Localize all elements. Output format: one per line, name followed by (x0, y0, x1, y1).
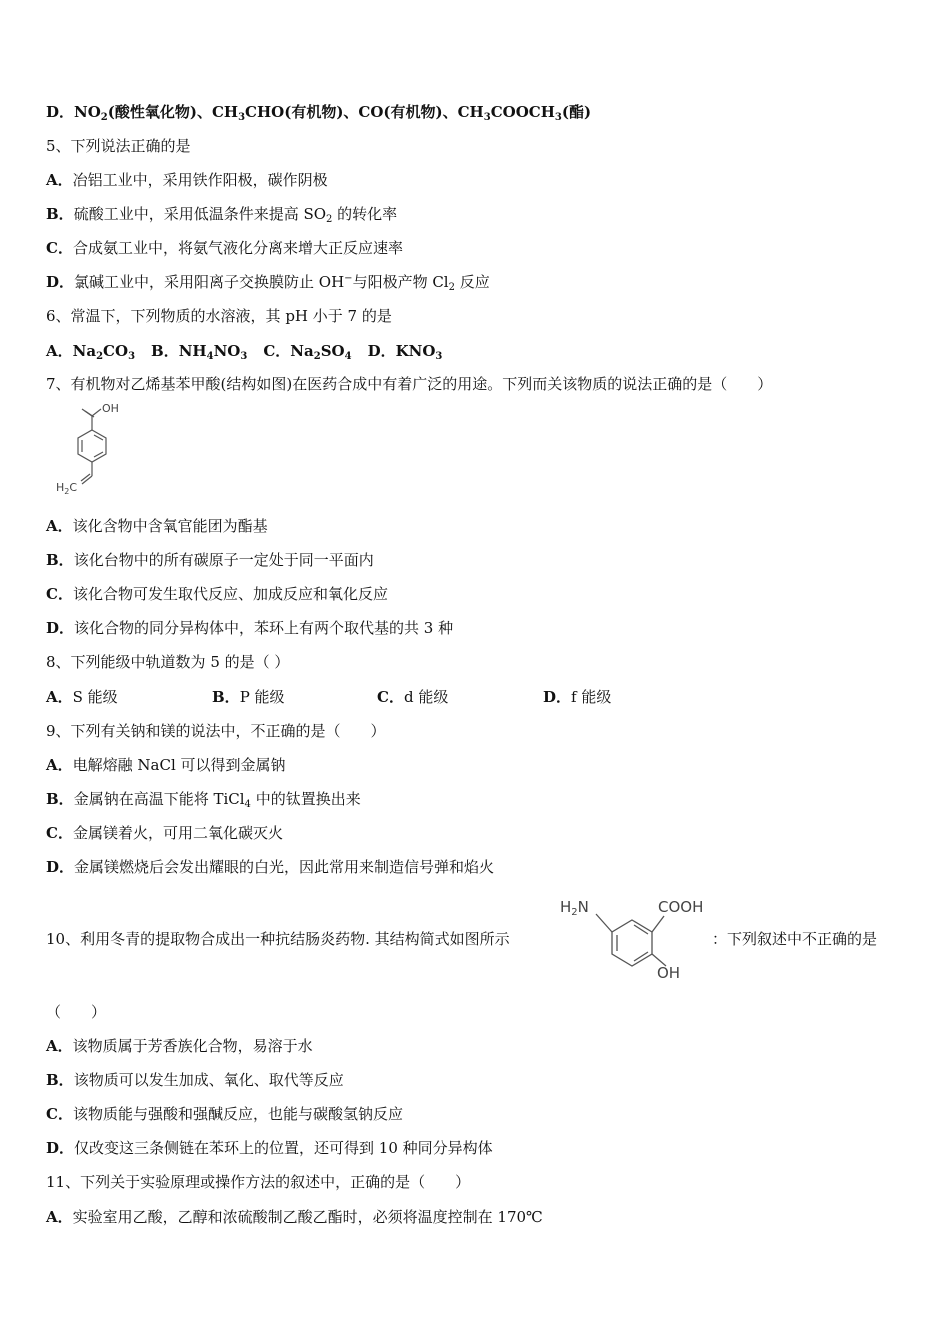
q7-option-c: C．该化合物可发生取代反应、加成反应和氧化反应 (46, 585, 388, 603)
q7-option-a: A．该化含物中含氧官能团为酯基 (46, 517, 268, 535)
q6-option-d: D．$KNO_3$ (367, 342, 443, 362)
aminosalicylic-acid-structure (560, 892, 725, 984)
q10-answer-paren: （ ） (46, 1003, 107, 1021)
cooh-label: COOH (658, 898, 704, 916)
vinylbenzoic-acid-structure (54, 398, 134, 502)
q7-stem: 7、有机物对乙烯基苯甲酸(结构如图)在医药合成中有着广泛的用途。下列而关该物质的说法正确的是（ ） (46, 375, 773, 393)
q10-option-b: B．该物质可以发生加成、氧化、取代等反应 (46, 1071, 344, 1089)
q9-option-c: C．金属镁着火，可用二氧化碳灭火 (46, 824, 283, 842)
q6-options (46, 341, 442, 361)
q8-option-a: A．S 能级 (46, 688, 118, 706)
oh-label: OH (657, 964, 681, 982)
q10-option-c: C．该物质能与强酸和强醎反应，也能与碳酸氢钠反应 (46, 1105, 403, 1123)
h2c-label: $H_2C$ (56, 481, 78, 496)
q10-stem: 10、利用冬青的提取物合成出一种抗结肠炎药物. 其结构简式如图所示 (46, 930, 510, 948)
q6-option-b: B．$NH_4NO_3$ (151, 342, 248, 362)
q8-option-c: C．d 能级 (377, 688, 449, 706)
q9-stem: 9、下列有关钠和镁的说法中，不正确的是（ ） (46, 722, 386, 740)
q7-option-b: B．该化台物中的所有碳原子一定处于同一平面内 (46, 551, 374, 569)
q5-option-b: B．硫酸工业中，采用低温条件来提高 $SO_2$ 的转化率 (46, 205, 398, 225)
q6-stem: 6、常温下，下列物质的水溶液，其 pH 小于 7 的是 (46, 307, 392, 325)
q6-option-c: C．$Na_2SO_4$ (263, 342, 352, 362)
q10-stem-continued: ：下列叙述中不正确的是 (712, 930, 878, 948)
q6-option-a: A．$Na_2CO_3$ (46, 342, 136, 362)
q10-option-d: D．仅改变这三条侧链在苯环上的位置，还可得到 10 种同分异构体 (46, 1139, 493, 1157)
q8-option-b: B．P 能级 (212, 688, 285, 706)
q5-option-d: D．氯碱工业中，采用阳离子交换膜防止 OH−与阳极产物 $Cl_2$ 反应 (46, 273, 490, 293)
q9-option-b: B．金属钠在高温下能将 TiCl$_4$ 中的钛置换出来 (46, 790, 361, 810)
q11-option-a: A．实验室用乙酸，乙醇和浓硫酸制乙酸乙酯时，必须将温度控制在 170℃ (46, 1208, 543, 1226)
oh-label: OH (102, 402, 119, 415)
q9-option-d: D．金属镁燃烧后会发出耀眼的白光，因此常用来制造信号弹和焰火 (46, 858, 495, 876)
prev-option-d: D．$NO_2$(酸性氧化物)、$CH_3CHO$(有机物)、CO(有机物)、$CH_3COOCH_3$(酯) (46, 103, 592, 123)
q5-option-a: A．冶铝工业中，采用铁作阳极，碳作阴极 (46, 171, 328, 189)
q9-option-a: A．电解熔融 NaCl 可以得到金属钠 (46, 756, 286, 774)
q5-option-c: C．合成氨工业中，将氨气液化分离来增大正反应速率 (46, 239, 403, 257)
nh2-label: $H_2N$ (560, 898, 589, 918)
q8-stem: 8、下列能级中轨道数为 5 的是（ ） (46, 653, 290, 671)
q5-stem: 5、下列说法正确的是 (46, 137, 191, 155)
q8-option-d: D．f 能级 (543, 688, 612, 706)
q7-option-d: D．该化合物的同分异构体中，苯环上有两个取代基的共 3 种 (46, 619, 454, 637)
q11-stem: 11、下列关于实验原理或操作方法的叙述中，正确的是（ ） (46, 1173, 471, 1191)
q10-option-a: A．该物质属于芳香族化合物，易溶于水 (46, 1037, 313, 1055)
